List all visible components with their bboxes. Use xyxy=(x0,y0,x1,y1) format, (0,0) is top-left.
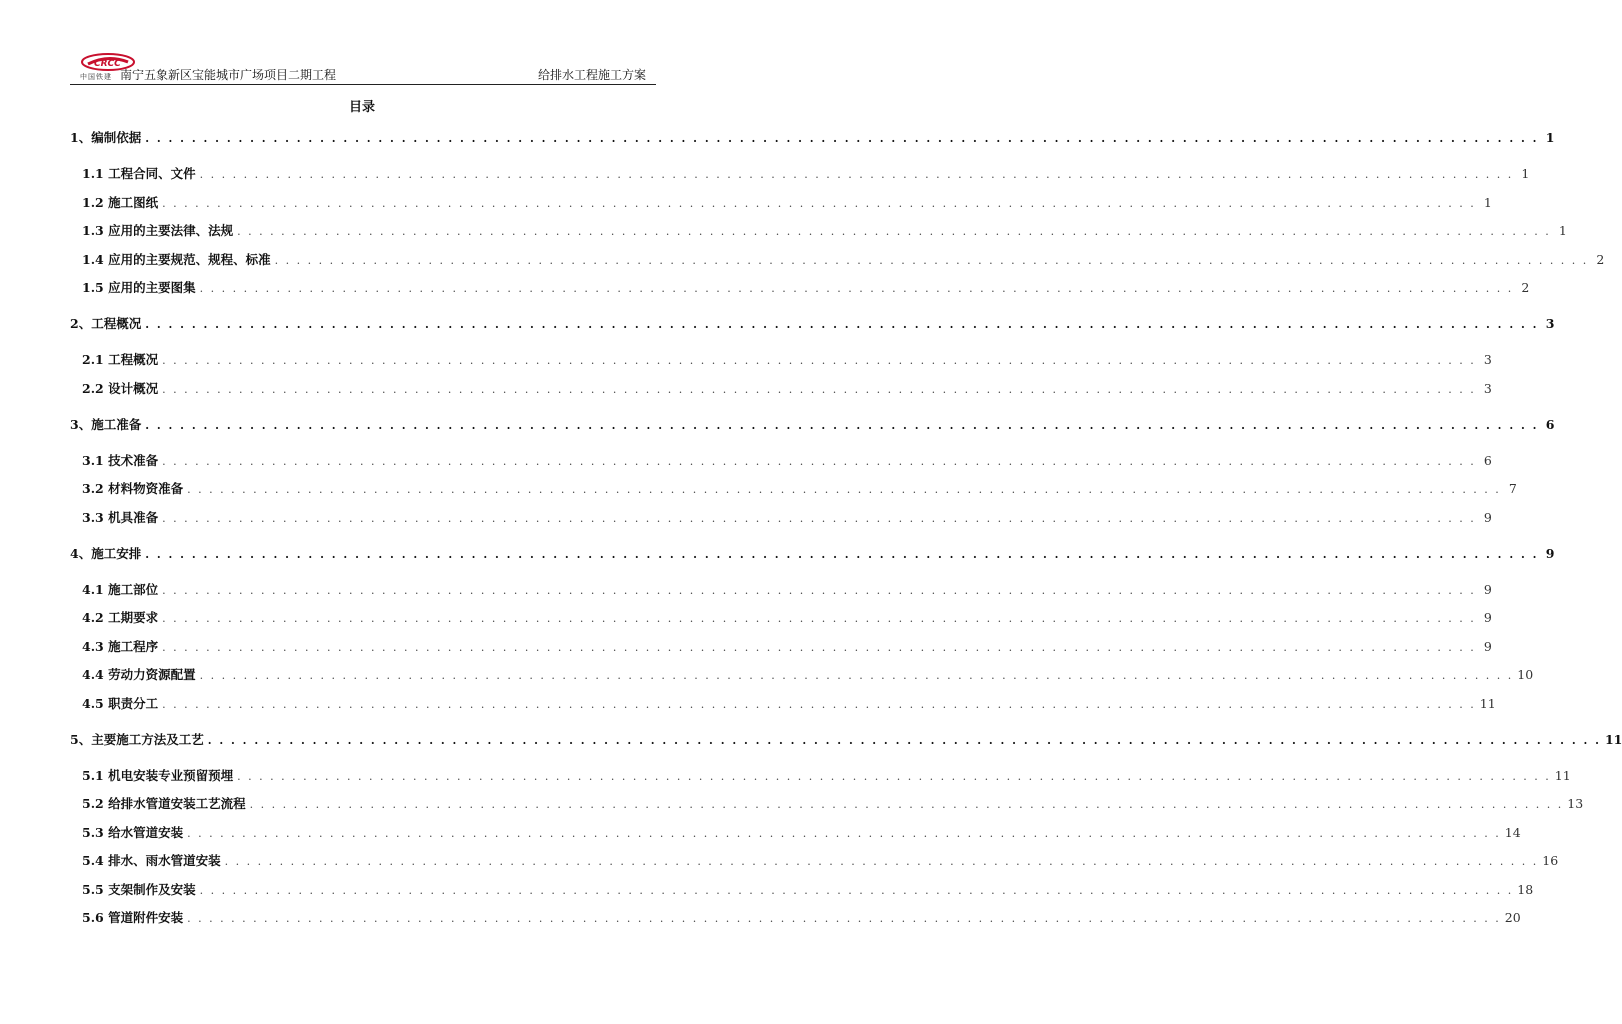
toc-section-entry[interactable] xyxy=(70,415,1555,433)
logo-caption: 中国铁建 xyxy=(80,73,112,81)
toc-entry-page: 20 xyxy=(1504,910,1521,925)
toc-leader-dots: . . . . . . . . . . . . . . . . . . . . . . . . . . . . . . . . . . . . . . . . . . . . . . . . . . . . . . . . . . . . . . . . . . . . . . . . . . . . . . . . . . . . . . . . . . . . . . . . . . . . . . . . . . . . . . . . . . . . . . . . xyxy=(162,697,1476,711)
toc-section-entry[interactable] xyxy=(70,730,1622,748)
toc-entry-page: 6 xyxy=(1483,452,1492,468)
toc-subsection-entry[interactable] xyxy=(70,851,1559,869)
toc-entry-page: 11 xyxy=(1554,767,1571,783)
toc-entry-label: 4.5 职责分工 xyxy=(82,695,159,711)
toc-entry-label: 4.3 施工程序 xyxy=(82,638,159,654)
toc-subsection-entry[interactable] xyxy=(70,250,1605,268)
toc-subsection-entry[interactable] xyxy=(70,823,1521,841)
toc-entry-label: 1、编制依据 xyxy=(70,130,142,145)
toc-entry-label: 5.5 支架制作及安装 xyxy=(82,881,196,897)
toc-entry-page: 7 xyxy=(1508,481,1517,496)
toc-subsection-entry[interactable] xyxy=(70,278,1530,296)
toc-subsection-entry[interactable] xyxy=(70,580,1492,598)
toc-entry-page: 1 xyxy=(1558,223,1567,238)
toc-subsection-entry[interactable] xyxy=(70,479,1517,497)
toc-entry-page: 11 xyxy=(1479,695,1496,711)
toc-leader-dots: . . . . . . . . . . . . . . . . . . . . . . . . . . . . . . . . . . . . . . . . . . . . . . . . . . . . . . . . . . . . . . . . . . . . . . . . . . . . . . . . . . . . . . . . . . . . . . . . . . . . . . . . . . . . . . . . . . . . . . . . xyxy=(237,225,1551,238)
toc-subsection-entry[interactable] xyxy=(70,880,1534,898)
toc-leader-dots: . . . . . . . . . . . . . . . . . . . . . . . . . . . . . . . . . . . . . . . . . . . . . . . . . . . . . . . . . . . . . . . . . . . . . . . . . . . . . . . . . . . . . . . . . . . . . . . . . . . . . . . . . . . . . . . . . . . . . . . . xyxy=(145,418,1539,432)
toc-entry-label: 1.3 应用的主要法律、法规 xyxy=(82,223,234,238)
project-name: 南宁五象新区宝能城市广场项目二期工程 xyxy=(120,68,337,82)
toc-leader-dots: . . . . . . . . . . . . . . . . . . . . . . . . . . . . . . . . . . . . . . . . . . . . . . . . . . . . . . . . . . . . . . . . . . . . . . . . . . . . . . . . . . . . . . . . . . . . . . . . . . . . . . . . . . . . . . . . . . . . . . . . xyxy=(224,855,1539,868)
toc-subsection-entry[interactable] xyxy=(70,451,1492,469)
toc-subsection-entry[interactable] xyxy=(70,694,1496,712)
toc-entry-page: 14 xyxy=(1504,824,1521,840)
toc-entry-page: 18 xyxy=(1517,881,1534,897)
toc-entry-label: 5.1 机电安装专业预留预埋 xyxy=(82,767,234,783)
toc-entry-label: 3.2 材料物资准备 xyxy=(82,481,184,496)
toc-subsection-entry[interactable] xyxy=(70,637,1492,655)
toc-leader-dots: . . . . . . . . . . . . . . . . . . . . . . . . . . . . . . . . . . . . . . . . . . . . . . . . . . . . . . . . . . . . . . . . . . . . . . . . . . . . . . . . . . . . . . . . . . . . . . . . . . . . . . . . . . . . . . . . . . . . . . . . xyxy=(199,168,1514,181)
toc-subsection-entry[interactable] xyxy=(70,665,1534,683)
toc-section-entry[interactable] xyxy=(70,128,1555,146)
toc-entry-label: 1.1 工程合同、文件 xyxy=(82,166,196,181)
toc-leader-dots: . . . . . . . . . . . . . . . . . . . . . . . . . . . . . . . . . . . . . . . . . . . . . . . . . . . . . . . . . . . . . . . . . . . . . . . . . . . . . . . . . . . . . . . . . . . . . . . . . . . . . . . . . . . . . . . . . . . . . . . . xyxy=(187,912,1501,925)
toc-entry-label: 3、施工准备 xyxy=(70,416,142,432)
svg-text:CRCC: CRCC xyxy=(94,59,121,69)
toc-entry-page: 9 xyxy=(1483,581,1492,597)
toc-leader-dots: . . . . . . . . . . . . . . . . . . . . . . . . . . . . . . . . . . . . . . . . . . . . . . . . . . . . . . . . . . . . . . . . . . . . . . . . . . . . . . . . . . . . . . . . . . . . . . . . . . . . . . . . . . . . . . . . . . . . . . . . xyxy=(162,354,1476,367)
toc-leader-dots: . . . . . . . . . . . . . . . . . . . . . . . . . . . . . . . . . . . . . . . . . . . . . . . . . . . . . . . . . . . . . . . . . . . . . . . . . . . . . . . . . . . . . . . . . . . . . . . . . . . . . . . . . . . . . . . . . . . . . . . . xyxy=(162,640,1476,654)
toc-leader-dots: . . . . . . . . . . . . . . . . . . . . . . . . . . . . . . . . . . . . . . . . . . . . . . . . . . . . . . . . . . . . . . . . . . . . . . . . . . . . . . . . . . . . . . . . . . . . . . . . . . . . . . . . . . . . . . . . . . . . . . . . xyxy=(199,282,1514,295)
toc-subsection-entry[interactable] xyxy=(70,193,1492,211)
toc-leader-dots: . . . . . . . . . . . . . . . . . . . . . . . . . . . . . . . . . . . . . . . . . . . . . . . . . . . . . . . . . . . . . . . . . . . . . . . . . . . . . . . . . . . . . . . . . . . . . . . . . . . . . . . . . . . . . . . . . . . . . . . . xyxy=(145,547,1539,561)
toc-leader-dots: . . . . . . . . . . . . . . . . . . . . . . . . . . . . . . . . . . . . . . . . . . . . . . . . . . . . . . . . . . . . . . . . . . . . . . . . . . . . . . . . . . . . . . . . . . . . . . . . . . . . . . . . . . . . . . . . . . . . . . . . xyxy=(207,733,1601,747)
toc-entry-label: 1.2 施工图纸 xyxy=(82,194,159,210)
toc-entry-page: 9 xyxy=(1483,638,1492,654)
toc-section-entry[interactable] xyxy=(70,544,1555,562)
toc-entry-page: 9 xyxy=(1545,545,1555,561)
toc-section-entry[interactable] xyxy=(70,314,1555,332)
toc-leader-dots: . . . . . . . . . . . . . . . . . . . . . . . . . . . . . . . . . . . . . . . . . . . . . . . . . . . . . . . . . . . . . . . . . . . . . . . . . . . . . . . . . . . . . . . . . . . . . . . . . . . . . . . . . . . . . . . . . . . . . . . . xyxy=(162,454,1476,468)
toc-heading: 目录 xyxy=(348,100,375,115)
toc-subsection-entry[interactable] xyxy=(70,221,1567,239)
toc-entry-label: 5、主要施工方法及工艺 xyxy=(70,731,204,747)
toc-entry-page: 9 xyxy=(1483,509,1492,525)
toc-entry-page: 9 xyxy=(1483,610,1492,625)
toc-entry-label: 3.3 机具准备 xyxy=(82,509,159,525)
toc-entry-page: 3 xyxy=(1483,352,1492,367)
toc-entry-page: 3 xyxy=(1483,380,1492,396)
toc-entry-label: 5.6 管道附件安装 xyxy=(82,910,184,925)
toc-leader-dots: . . . . . . . . . . . . . . . . . . . . . . . . . . . . . . . . . . . . . . . . . . . . . . . . . . . . . . . . . . . . . . . . . . . . . . . . . . . . . . . . . . . . . . . . . . . . . . . . . . . . . . . . . . . . . . . . . . . . . . . . xyxy=(145,318,1539,331)
toc-entry-page: 10 xyxy=(1517,667,1534,682)
toc-entry-label: 5.3 给水管道安装 xyxy=(82,824,184,840)
toc-entry-label: 4.4 劳动力资源配置 xyxy=(82,667,196,682)
toc-leader-dots: . . . . . . . . . . . . . . . . . . . . . . . . . . . . . . . . . . . . . . . . . . . . . . . . . . . . . . . . . . . . . . . . . . . . . . . . . . . . . . . . . . . . . . . . . . . . . . . . . . . . . . . . . . . . . . . . . . . . . . . . xyxy=(237,769,1551,783)
toc-entry-label: 4.2 工期要求 xyxy=(82,610,159,625)
toc-entry-page: 3 xyxy=(1545,316,1555,331)
toc-entry-page: 2 xyxy=(1596,251,1605,267)
toc-entry-label: 2、工程概况 xyxy=(70,316,142,331)
toc-subsection-entry[interactable] xyxy=(70,608,1492,626)
toc-leader-dots: . . . . . . . . . . . . . . . . . . . . . . . . . . . . . . . . . . . . . . . . . . . . . . . . . . . . . . . . . . . . . . . . . . . . . . . . . . . . . . . . . . . . . . . . . . . . . . . . . . . . . . . . . . . . . . . . . . . . . . . . xyxy=(187,826,1501,840)
toc-subsection-entry[interactable] xyxy=(70,508,1492,526)
toc-subsection-entry[interactable] xyxy=(70,379,1492,397)
document-title: 给排水工程施工方案 xyxy=(537,68,646,82)
toc-entry-page: 6 xyxy=(1545,416,1555,432)
page-header xyxy=(70,52,656,85)
toc-subsection-entry[interactable] xyxy=(70,350,1492,368)
toc-entry-label: 1.4 应用的主要规范、规程、标准 xyxy=(82,251,271,267)
toc-entry-label: 5.2 给排水管道安装工艺流程 xyxy=(82,796,246,811)
toc-entry-page: 16 xyxy=(1542,853,1559,868)
toc-entry-label: 4、施工安排 xyxy=(70,545,142,561)
toc-entry-label: 4.1 施工部位 xyxy=(82,581,159,597)
toc-entry-page: 1 xyxy=(1483,194,1492,210)
toc-entry-page: 1 xyxy=(1521,166,1530,181)
toc-leader-dots: . . . . . . . . . . . . . . . . . . . . . . . . . . . . . . . . . . . . . . . . . . . . . . . . . . . . . . . . . . . . . . . . . . . . . . . . . . . . . . . . . . . . . . . . . . . . . . . . . . . . . . . . . . . . . . . . . . . . . . . . xyxy=(199,669,1514,682)
toc-leader-dots: . . . . . . . . . . . . . . . . . . . . . . . . . . . . . . . . . . . . . . . . . . . . . . . . . . . . . . . . . . . . . . . . . . . . . . . . . . . . . . . . . . . . . . . . . . . . . . . . . . . . . . . . . . . . . . . . . . . . . . . . xyxy=(249,798,1564,811)
toc-entry-page: 1 xyxy=(1545,130,1555,145)
toc-subsection-entry[interactable] xyxy=(70,794,1584,812)
toc-entry-label: 3.1 技术准备 xyxy=(82,452,159,468)
toc-leader-dots: . . . . . . . . . . . . . . . . . . . . . . . . . . . . . . . . . . . . . . . . . . . . . . . . . . . . . . . . . . . . . . . . . . . . . . . . . . . . . . . . . . . . . . . . . . . . . . . . . . . . . . . . . . . . . . . . . . . . . . . . xyxy=(162,511,1476,525)
toc-leader-dots: . . . . . . . . . . . . . . . . . . . . . . . . . . . . . . . . . . . . . . . . . . . . . . . . . . . . . . . . . . . . . . . . . . . . . . . . . . . . . . . . . . . . . . . . . . . . . . . . . . . . . . . . . . . . . . . . . . . . . . . . xyxy=(274,253,1589,267)
toc-leader-dots: . . . . . . . . . . . . . . . . . . . . . . . . . . . . . . . . . . . . . . . . . . . . . . . . . . . . . . . . . . . . . . . . . . . . . . . . . . . . . . . . . . . . . . . . . . . . . . . . . . . . . . . . . . . . . . . . . . . . . . . . xyxy=(162,612,1476,625)
toc-leader-dots: . . . . . . . . . . . . . . . . . . . . . . . . . . . . . . . . . . . . . . . . . . . . . . . . . . . . . . . . . . . . . . . . . . . . . . . . . . . . . . . . . . . . . . . . . . . . . . . . . . . . . . . . . . . . . . . . . . . . . . . . xyxy=(162,196,1476,210)
toc-subsection-entry[interactable] xyxy=(70,766,1571,784)
toc-leader-dots: . . . . . . . . . . . . . . . . . . . . . . . . . . . . . . . . . . . . . . . . . . . . . . . . . . . . . . . . . . . . . . . . . . . . . . . . . . . . . . . . . . . . . . . . . . . . . . . . . . . . . . . . . . . . . . . . . . . . . . . . xyxy=(162,382,1476,396)
toc-subsection-entry[interactable] xyxy=(70,908,1521,926)
toc-entry-label: 2.1 工程概况 xyxy=(82,352,159,367)
toc-entry-label: 5.4 排水、雨水管道安装 xyxy=(82,853,221,868)
toc-entry-label: 1.5 应用的主要图集 xyxy=(82,280,196,295)
toc-leader-dots: . . . . . . . . . . . . . . . . . . . . . . . . . . . . . . . . . . . . . . . . . . . . . . . . . . . . . . . . . . . . . . . . . . . . . . . . . . . . . . . . . . . . . . . . . . . . . . . . . . . . . . . . . . . . . . . . . . . . . . . . xyxy=(145,132,1539,145)
toc-entry-page: 11 xyxy=(1604,731,1622,747)
toc-leader-dots: . . . . . . . . . . . . . . . . . . . . . . . . . . . . . . . . . . . . . . . . . . . . . . . . . . . . . . . . . . . . . . . . . . . . . . . . . . . . . . . . . . . . . . . . . . . . . . . . . . . . . . . . . . . . . . . . . . . . . . . . xyxy=(162,583,1476,597)
toc-entry-label: 2.2 设计概况 xyxy=(82,380,159,396)
toc-entry-page: 13 xyxy=(1567,796,1584,811)
toc-subsection-entry[interactable] xyxy=(70,164,1530,182)
toc-entry-page: 2 xyxy=(1521,280,1530,295)
toc-leader-dots: . . . . . . . . . . . . . . . . . . . . . . . . . . . . . . . . . . . . . . . . . . . . . . . . . . . . . . . . . . . . . . . . . . . . . . . . . . . . . . . . . . . . . . . . . . . . . . . . . . . . . . . . . . . . . . . . . . . . . . . . xyxy=(199,883,1514,897)
toc-leader-dots: . . . . . . . . . . . . . . . . . . . . . . . . . . . . . . . . . . . . . . . . . . . . . . . . . . . . . . . . . . . . . . . . . . . . . . . . . . . . . . . . . . . . . . . . . . . . . . . . . . . . . . . . . . . . . . . . . . . . . . . . xyxy=(187,483,1501,496)
